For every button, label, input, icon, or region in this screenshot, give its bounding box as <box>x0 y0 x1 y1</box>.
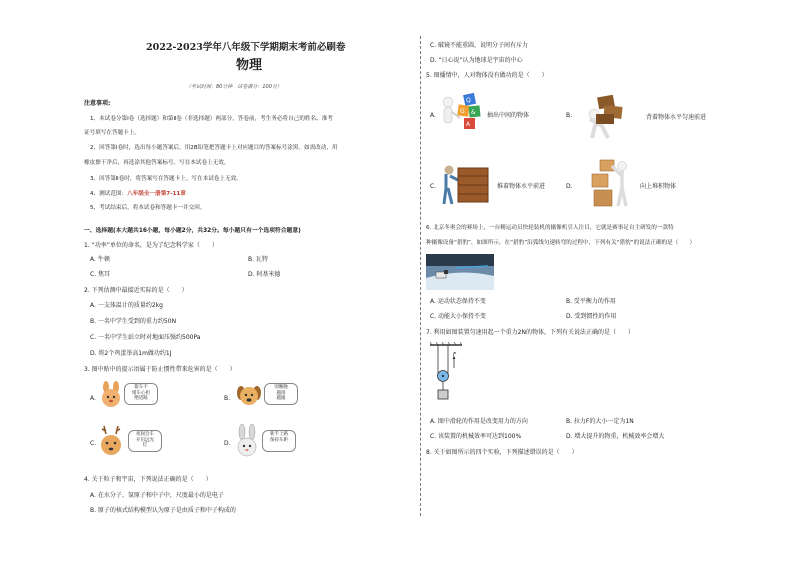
deer-icon <box>96 424 126 458</box>
note-line: 5、考试结束后，将本试卷和答题卡一并交回。 <box>90 205 206 211</box>
q5-option-d-text: 向上堆积物体 <box>640 183 677 190</box>
section-heading: 一、选择题(本大题共16小题，每小题2分，共32分。每小题只有一个选项符合题意) <box>84 228 301 234</box>
q5-option-c-text: 推着物体水平前进 <box>497 183 546 190</box>
q7-option-b[interactable]: B. 拉力F的大小一定为1N <box>566 418 634 425</box>
q5-option-a[interactable]: A. <box>430 112 436 119</box>
q4-option-a[interactable]: A. 在水分子、氢原子和中子中，尺度最小的是电子 <box>90 492 224 499</box>
q1-option-a[interactable]: A. 牛顿 <box>90 256 110 263</box>
speech-bubble: 新手上路 保持车距 <box>262 430 296 452</box>
q2-option-c[interactable]: C. 一名中学生站立时对地面压强约500Pa <box>90 334 201 341</box>
pulley-diagram <box>428 342 464 406</box>
exam-meta: （考试时间：80分钟 试卷满分：100分） <box>186 84 282 90</box>
question-4-stem: 4. 关于粒子和宇宙，下列说法正确的是（ ） <box>84 476 212 483</box>
q1-option-b[interactable]: B. 瓦特 <box>248 256 268 263</box>
notes-heading: 注意事项: <box>84 100 111 107</box>
question-7-stem: 7. 利用如图装置匀速用起一个重力2N的物体，下列有关说法正确的是（ ） <box>426 329 634 336</box>
q4-option-c[interactable]: C. 破镜不能重圆，说明分子间有斥力 <box>430 42 529 49</box>
force-label: F <box>453 352 457 358</box>
q2-option-a[interactable]: A. 一支体温计的质量约2kg <box>90 302 163 309</box>
dog-icon <box>236 381 262 409</box>
scope-highlight: 八年级全一册第7-11章 <box>127 191 186 197</box>
q6-option-c[interactable]: C. 动能大小保持不变 <box>430 313 487 320</box>
q5-option-c[interactable]: C. <box>430 183 437 190</box>
q1-option-c[interactable]: C. 焦耳 <box>90 271 111 278</box>
q6-option-b[interactable]: B. 受平衡力的作用 <box>566 298 616 305</box>
person-stacking-boxes-figure <box>580 152 636 210</box>
svg-text:Q: Q <box>466 97 471 104</box>
q7-option-d[interactable]: D. 增大提升的物重，机械效率会增大 <box>566 433 665 440</box>
q6-option-d[interactable]: D. 受到惯性的作用 <box>566 313 617 320</box>
exam-title: 2022-2023学年八年级下学期期末考前必刷卷 <box>146 42 346 53</box>
rabbit-icon <box>98 381 124 409</box>
person-carrying-boxes-figure <box>580 88 632 140</box>
person-pushing-crate-figure <box>440 160 492 208</box>
svg-text:&: & <box>471 109 476 116</box>
q3-option-c[interactable]: C. <box>90 440 97 447</box>
q5-option-b[interactable]: B. <box>566 112 573 119</box>
subject-title: 物理 <box>236 58 263 73</box>
speech-bubble: 别晚晚 越排 越撞 <box>264 383 298 405</box>
q1-option-d[interactable]: D. 阿基米德 <box>248 271 281 278</box>
q3-option-d[interactable]: D. <box>224 440 231 447</box>
q2-option-d[interactable]: D. 将2个鸡蛋举高1m做功约1J <box>90 350 172 357</box>
q5-option-b-text: 背着物体水平匀速前进 <box>646 114 707 121</box>
q2-option-b[interactable]: B. 一名中学生受到的重力约50N <box>90 318 177 325</box>
question-2-stem: 2. 下列估测中最接近实际的是（ ） <box>84 287 188 294</box>
note-line: 3、回答第Ⅱ卷时，将答案写在答题卡上。写在本试卷上无效。 <box>90 176 242 182</box>
speech-bubble: 猪车不 堵车心担 绝适路 <box>124 383 158 405</box>
question-3-stem: 3. 图中贴中的提示语属于防止惯性带来危害的是（ ） <box>84 366 236 373</box>
q5-option-a-text: 抽出中间的物体 <box>487 112 530 119</box>
q3-option-b[interactable]: B. <box>224 395 231 402</box>
note-line-scope: 4、测试范围：八年级全一册第7-11章 <box>90 191 186 197</box>
question-6-stem-cont: 种摄像设备“猎豹”，如图所示。在“猎豹”沿弧线匀速转弯的过程中，下列有关“猎豹”的说法正确的是（ ） <box>426 240 696 246</box>
bunny-icon <box>234 424 260 458</box>
q7-option-a[interactable]: A. 图中滑轮的作用是改变用力的方向 <box>430 418 528 425</box>
question-1-stem: 1. “功率”单位的命名，是为了纪念科学家（ ） <box>84 242 218 249</box>
note-line: 2、回答第Ⅰ卷时，选出每小题答案后，用2B铅笔把答题卡上对应题目的答案标号涂黑。如需改动，用 <box>90 145 338 151</box>
q3-option-a[interactable]: A. <box>90 395 96 402</box>
speed-skating-camera-photo <box>426 254 494 290</box>
svg-text:A: A <box>466 121 471 128</box>
stacked-blocks-figure <box>440 88 482 140</box>
q7-option-c[interactable]: C. 该装置的机械效率可达到100% <box>430 433 522 440</box>
q4-option-b[interactable]: B. 原子的核式结构模型认为原子是由质子和中子构成的 <box>90 507 236 514</box>
q6-option-a[interactable]: A. 运动状态保持不变 <box>430 298 486 305</box>
note-line: 证号填写在答题卡上。 <box>84 130 140 136</box>
speech-bubble: 夜间会车 开启远光 灯 <box>128 430 162 452</box>
q5-option-d[interactable]: D. <box>566 183 573 190</box>
question-5-stem: 5. 图播情中，人对物体没有做功的是（ ） <box>426 72 548 79</box>
note-line: 橡皮擦干净后，再选涂其他答案标号。写在本试卷上无效。 <box>84 160 230 166</box>
svg-text:G: G <box>460 108 465 115</box>
question-8-stem: 8. 关于如图所示的四个实验，下列描述错误的是（ ） <box>426 449 578 456</box>
question-6-stem: 6. 北京冬奥会的赛场上，一台精运动员快轮装机的摄像机引人注目，它就是赛事足自主研发的一款特 <box>426 225 674 231</box>
note-line: 1、本试卷分第Ⅰ卷（选择题）和第Ⅱ卷（非选择题）两部分。答卷前，考生务必将自己的姓名、准考 <box>90 116 333 122</box>
q4-option-d[interactable]: D. “日心说”认为地球是宇宙的中心 <box>430 57 523 64</box>
column-divider <box>420 36 421 516</box>
